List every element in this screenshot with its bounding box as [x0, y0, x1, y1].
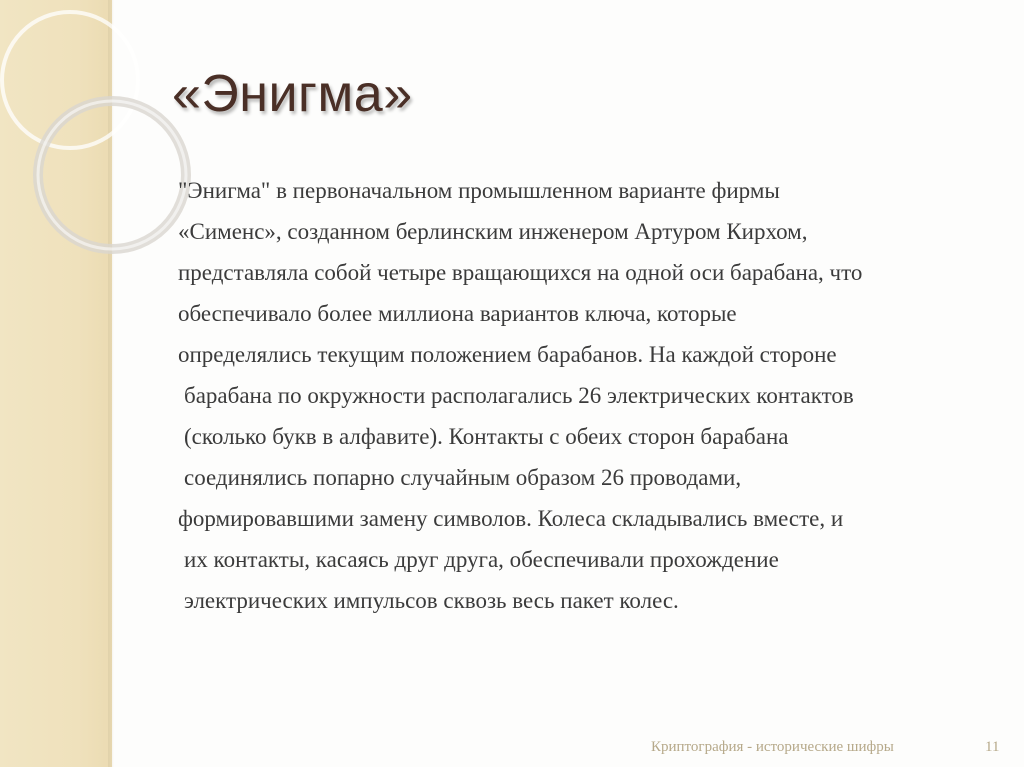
decorative-ring-large — [2, 12, 138, 148]
page-number: 11 — [985, 739, 1000, 755]
body-line: электрических импульсов сквозь весь пакет колес. — [184, 588, 679, 613]
body-line: представляла собой четыре вращающихся на одной оси барабана, что — [178, 260, 863, 285]
body-line: формировавшими замену символов. Колеса складывались вместе, и — [178, 506, 844, 531]
decorative-rings — [0, 0, 200, 300]
body-line: соединялись попарно случайным образом 26 проводами, — [184, 465, 742, 490]
slide-title: «Энигма» — [172, 65, 413, 123]
footer-title: Криптография - исторические шифры — [651, 739, 894, 755]
body-line: барабана по окружности располагались 26 электрических контактов — [184, 383, 854, 408]
body-line: определялись текущим положением барабанов. На каждой стороне — [178, 342, 837, 367]
body-line: обеспечивало более миллиона вариантов ключа, которые — [178, 301, 737, 326]
slide-body — [178, 170, 998, 621]
body-line: их контакты, касаясь друг друга, обеспечивали прохождение — [184, 547, 779, 572]
body-line: «Сименс», созданном берлинским инженером Артуром Кирхом, — [178, 219, 808, 244]
body-line: (сколько букв в алфавите). Контакты с обеих сторон барабана — [184, 424, 789, 449]
decorative-ring-inner — [38, 101, 186, 249]
body-line: "Энигма" в первоначальном промышленном варианте фирмы — [178, 178, 780, 203]
